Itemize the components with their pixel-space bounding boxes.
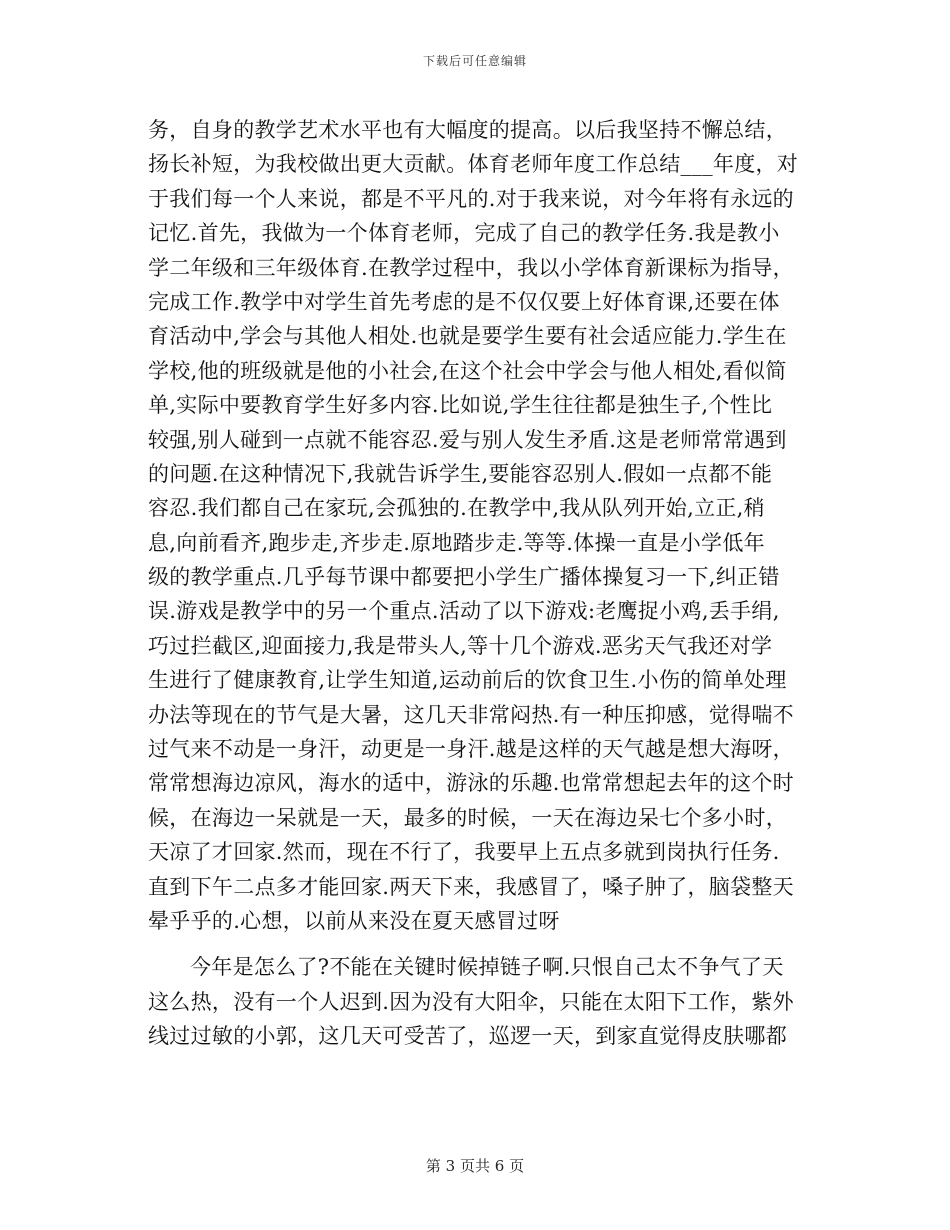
- text-line: 较强,别人碰到一点就不能容忍.爱与别人发生矛盾.这是老师常常遇到: [148, 427, 787, 452]
- text-line: 扬长补短，为我校做出更大贡献。体育老师年度工作总结___年度，对: [148, 152, 799, 177]
- text-line: 常常想海边凉风，海水的适中，游泳的乐趣.也常常想起去年的这个时: [148, 771, 794, 796]
- text-line: 务，自身的教学艺术水平也有大幅度的提高。以后我坚持不懈总结，: [148, 118, 787, 142]
- text-line: 记忆.首先，我做为一个体育老师，完成了自己的教学任务.我是教小: [148, 221, 780, 246]
- text-line: 过气来不动是一身汗，动更是一身汗.越是这样的天气越是想大海呀，: [148, 737, 794, 762]
- text-line: 今年是怎么了?不能在关键时候掉链子啊.只恨自己太不争气了天: [190, 955, 784, 980]
- paragraph-2: [148, 950, 803, 1053]
- text-line: 学二年级和三年级体育.在教学过程中，我以小学体育新课标为指导，: [148, 255, 794, 280]
- text-line: 级的教学重点.几乎每节课中都要把小学生广播体操复习一下,纠正错: [148, 565, 780, 590]
- document-body: [148, 113, 803, 1054]
- page-header: 下载后可任意编辑: [422, 54, 527, 68]
- text-line: 完成工作.教学中对学生首先考虑的是不仅仅要上好体育课,还要在体: [148, 289, 780, 314]
- text-line: 候，在海边一呆就是一天，最多的时候，一天在海边呆七个多小时，: [148, 805, 787, 830]
- text-line: 的问题.在这种情况下,我就告诉学生,要能容忍别人.假如一点都不能: [148, 461, 773, 486]
- paragraph-1: [148, 113, 803, 938]
- text-line: 单,实际中要教育学生好多内容.比如说,学生往往都是独生子,个性比: [148, 393, 773, 418]
- text-line: 巧过拦截区,迎面接力,我是带头人,等十几个游戏.恶劣天气我还对学: [148, 633, 773, 658]
- text-line: 学校,他的班级就是他的小社会,在这个社会中学会与他人相处,看似简: [148, 358, 787, 383]
- text-line: 线过过敏的小郭，这几天可受苦了，巡逻一天，到家直觉得皮肤哪都: [148, 1024, 787, 1049]
- text-line: 办法等现在的节气是大暑，这几天非常闷热.有一种压抑感，觉得喘不: [148, 702, 794, 727]
- text-line: 这么热，没有一个人迟到.因为没有大阳伞，只能在太阳下工作，紫外: [148, 989, 794, 1014]
- text-line: 直到下午二点多才能回家.两天下来，我感冒了，嗓子肿了，脑袋整天: [148, 874, 794, 899]
- text-line: 晕乎乎的.心想，以前从来没在夏天感冒过呀: [148, 908, 560, 933]
- page-footer: 第 3 页共 6 页: [425, 1157, 525, 1175]
- text-line: 于我们每一个人来说，都是不平凡的.对于我来说，对今年将有永远的: [148, 186, 794, 211]
- text-line: 容忍.我们都自己在家玩,会孤独的.在教学中,我从队列开始,立正,稍: [148, 496, 765, 521]
- text-line: 天凉了才回家.然而，现在不行了，我要早上五点多就到岗执行任务.: [148, 840, 780, 865]
- text-line: 误.游戏是教学中的另一个重点.活动了以下游戏:老鹰捉小鸡,丢手绢,: [148, 599, 780, 624]
- text-line: 息,向前看齐,跑步走,齐步走.原地踏步走.等等.体操一直是小学低年: [148, 530, 765, 555]
- text-line: 生进行了健康教育,让学生知道,运动前后的饮食卫生.小伤的简单处理: [148, 668, 787, 693]
- text-line: 育活动中,学会与其他人相处.也就是要学生要有社会适应能力.学生在: [148, 324, 787, 349]
